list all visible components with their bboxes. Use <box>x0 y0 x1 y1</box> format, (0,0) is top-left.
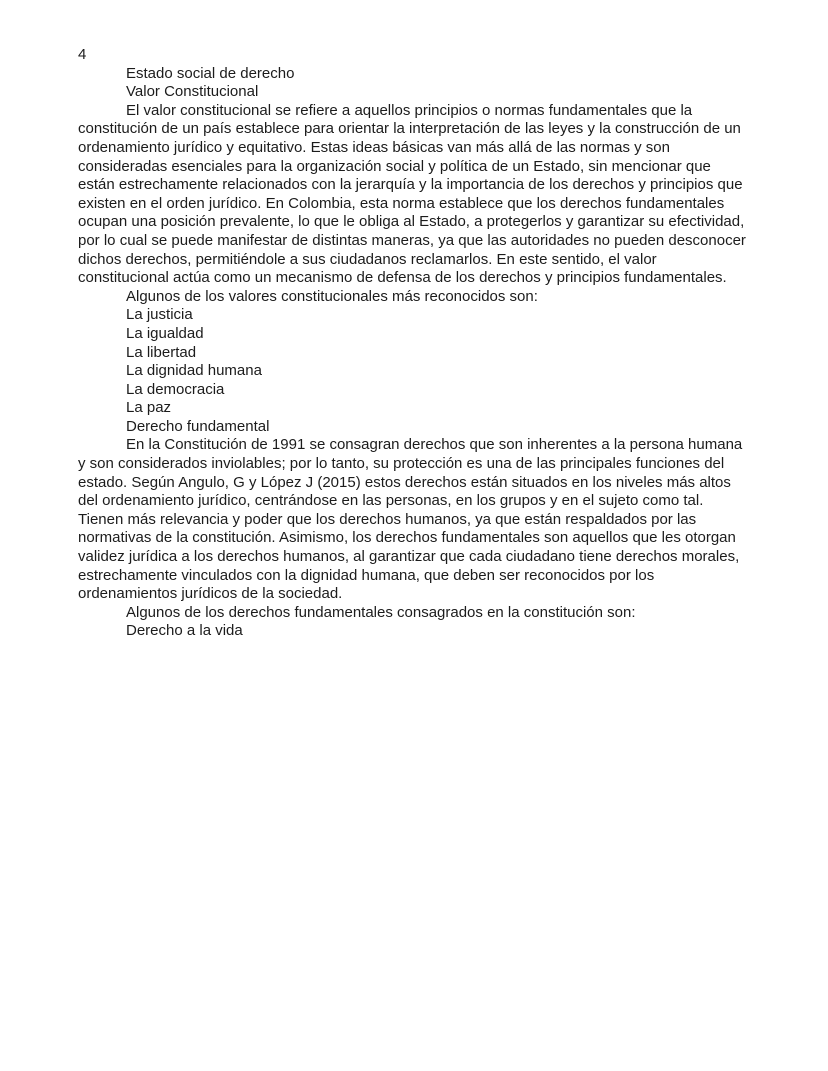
heading-derecho-fundamental: Derecho fundamental <box>126 417 270 435</box>
list-item-la-igualdad: La igualdad <box>126 324 204 342</box>
list-item-derecho-a-la-vida: Derecho a la vida <box>126 622 243 640</box>
list-item-la-paz: La paz <box>126 399 172 417</box>
heading-valor-constitucional: Valor Constitucional <box>126 83 259 101</box>
paragraph-valor-constitucional: El valor constitucional se refiere a aquellos principios o normas fundamentales que la constitución de un país establece para orientar la interpretación de las leyes y la construcción de un ordenamiento jurídico y equitativo. Estas ideas básicas van más allá de las normas y son consideradas esenciales para la organización social y política de un Estado, sin mencionar que están estrechamente relacionados con la jerarquía y la importancia de los derechos y principios que existen en el orden jurídico. En Colombia, esta norma establece que los derechos fundamentales ocupan una posición prevalente, lo que le obliga al Estado, a protegerlos y garantizar su efectividad, por lo cual se puede manifestar de distintas maneras, ya que las autoridades no pueden desconocer dichos derechos, permitiéndole a sus ciudadanos reclamarlos. En este sentido, el valor constitucional actúa como un mecanismo de defensa de los derechos y principios fundamentales. <box>78 101 746 287</box>
rights-intro-line: Algunos de los derechos fundamentales consagrados en la constitución son: <box>126 603 636 621</box>
list-item-la-justicia: La justicia <box>126 306 193 324</box>
values-intro-line: Algunos de los valores constitucionales más reconocidos son: <box>126 287 538 305</box>
list-item-la-libertad: La libertad <box>126 343 197 361</box>
heading-estado-social-de-derecho: Estado social de derecho <box>126 64 295 82</box>
list-item-la-democracia: La democracia <box>126 380 225 398</box>
page-number: 4 <box>78 46 87 63</box>
paragraph-derecho-fundamental: En la Constitución de 1991 se consagran derechos que son inherentes a la persona humana y son considerados inviolables; por lo tanto, su protección es una de las principales funciones del estado. Según Angulo, G y López J (2015) estos derechos están situados en los niveles más altos del ordenamiento jurídico, centrándose en las personas, en los grupos y en el sujeto como tal. Tienen más relevancia y poder que los derechos humanos, ya que están respaldados por las normativas de la constitución. Asimismo, los derechos fundamentales son aquellos que les otorgan validez jurídica a los derechos humanos, al garantizar que cada ciudadano tiene derechos morales, estrechamente vinculados con la dignidad humana, que deben ser reconocidos por los ordenamientos jurídicos de la sociedad. <box>78 436 743 603</box>
list-item-la-dignidad-humana: La dignidad humana <box>126 362 262 380</box>
